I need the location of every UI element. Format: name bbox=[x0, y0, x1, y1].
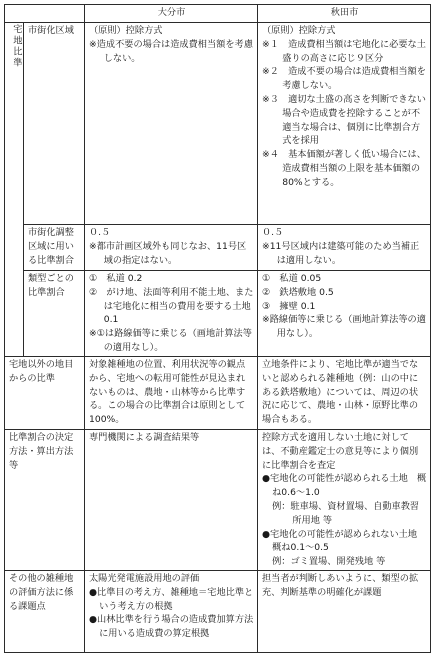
adjustment-oita-note: ※都市計画区域外も同じなお、11号区域の指定はない。 bbox=[89, 240, 247, 266]
by-type-oita-item-1: ① 私道 0.2 bbox=[89, 273, 143, 284]
adjustment-akita-value: ０.５ bbox=[262, 227, 284, 238]
akita-header: 秋田市 bbox=[258, 5, 431, 23]
by-type-oita bbox=[85, 271, 258, 357]
method-oita: 専門機関による調査結果等 bbox=[85, 430, 258, 571]
by-type-akita-item-1: ① 私道 0.05 bbox=[262, 273, 322, 284]
urbanization-akita-note-1: ※１ 造成費相当額は宅地化に必要な土盛りの高さに応じ９区分 bbox=[262, 38, 426, 64]
adjustment-oita-value: ０.５ bbox=[89, 227, 111, 238]
adjustment-akita bbox=[258, 225, 431, 271]
non-residential-label: 宅地以外の地目からの比準 bbox=[5, 357, 85, 430]
by-type-label: 類型ごとの比準割合 bbox=[24, 271, 85, 357]
by-type-akita-note: ※路線価等に乗じる（画地計算法等の適用なし）。 bbox=[262, 314, 426, 340]
row-method bbox=[5, 430, 431, 571]
by-type-akita-item-3: ③ 擁壁 0.1 bbox=[262, 300, 316, 312]
non-residential-oita: 対象雑種地の位置、利用状況等の観点から、宅地への転用可能性が見込まれないものは、農地・山林等から比準する。この場合の比準割合は原則として100%。 bbox=[85, 357, 258, 430]
urbanization-akita-note-2: ※２ 造成不要の場合は造成費相当額を考慮しない。 bbox=[262, 66, 426, 92]
method-akita-item-2: ●宅地化の可能性が認められない土地 概ね0.1～0.5 bbox=[262, 528, 427, 554]
method-akita bbox=[258, 430, 431, 571]
adjustment-akita-note: ※11号区域内は建築可能のため当補正は適用しない。 bbox=[262, 240, 420, 266]
urbanization-oita-line-1: （原則）控除方式 bbox=[89, 25, 163, 36]
other-oita-item-1: ●比準目の考え方、雑種地＝宅地比準という考え方の根拠 bbox=[89, 586, 254, 612]
residential-group-text: 宅地比準 bbox=[10, 24, 22, 69]
header-row bbox=[5, 5, 431, 23]
urbanization-akita-note-3: ※３ 適切な土盛の高さを判断できない場合や造成費を控除することが不適当な場合は、個別に比準割合方式を採用 bbox=[262, 93, 426, 147]
comparison-table bbox=[4, 4, 431, 653]
oita-header: 大分市 bbox=[85, 5, 258, 23]
urbanization-akita bbox=[258, 23, 431, 225]
other-oita-item-2: ●山林比準を行う場合の造成費加算方法に用いる造成費の算定根拠 bbox=[89, 614, 254, 640]
row-non-residential bbox=[5, 357, 431, 430]
method-akita-example-2: 例：ゴミ置場、開発残地 等 bbox=[272, 556, 386, 568]
urbanization-akita-note-4: ※４ 基本価額が著しく低い場合には、造成費相当額の上限を基本価額の80%とする。 bbox=[262, 149, 426, 188]
urbanization-akita-head: （原則）控除方式 bbox=[262, 25, 336, 36]
non-residential-akita: 立地条件により、宅地比準が適当でないと認められる雑種地（例：山の中にある鉄塔敷地）については、周辺の状況に応じて、農地・山林・原野比準の場合もある。 bbox=[258, 357, 431, 430]
other-oita bbox=[85, 570, 258, 652]
urbanization-label: 市街化区域 bbox=[24, 23, 85, 225]
method-akita-example-1: 例：駐車場、資材置場、自動車教習所用地 等 bbox=[272, 500, 420, 526]
method-akita-item-1: ●宅地化の可能性が認められる土地 概ね0.6～1.0 bbox=[262, 473, 427, 499]
urbanization-oita-line-2: ※造成不要の場合は造成費相当額を考慮しない。 bbox=[89, 38, 253, 64]
adjustment-label: 市街化調整区域に用いる比準割合 bbox=[24, 225, 85, 271]
row-urbanization bbox=[5, 23, 431, 225]
residential-group-label bbox=[5, 23, 24, 357]
method-label: 比準割合の決定方法・算出方法等 bbox=[5, 430, 85, 571]
row-adjustment bbox=[5, 225, 431, 271]
by-type-akita-item-2: ② 鉄塔敷地 0.5 bbox=[262, 286, 334, 298]
by-type-oita-note: ※①は路線価等に乗じる（画地計算法等の適用なし）。 bbox=[89, 328, 252, 353]
header-blank-cell bbox=[5, 5, 85, 23]
method-akita-intro: 控除方式を適用しない土地に対しては、不動産鑑定士の意見等により個別に比準割合を査定 bbox=[262, 432, 419, 471]
by-type-oita-item-2: ② がけ地、法面等利用不能土地、または宅地化に相当の費用を要する土地 0.1 bbox=[89, 286, 254, 326]
by-type-akita bbox=[258, 271, 431, 357]
row-other bbox=[5, 570, 431, 652]
row-by-type bbox=[5, 271, 431, 357]
urbanization-oita bbox=[85, 23, 258, 225]
other-akita: 担当者が判断しあいように、類型の拡充、判断基準の明確化が課題 bbox=[258, 570, 431, 652]
adjustment-oita bbox=[85, 225, 258, 271]
other-oita-head: 太陽光発電施設用地の評価 bbox=[89, 572, 200, 584]
other-label: その他の雑種地の評価方法に係る課題点 bbox=[5, 570, 85, 652]
